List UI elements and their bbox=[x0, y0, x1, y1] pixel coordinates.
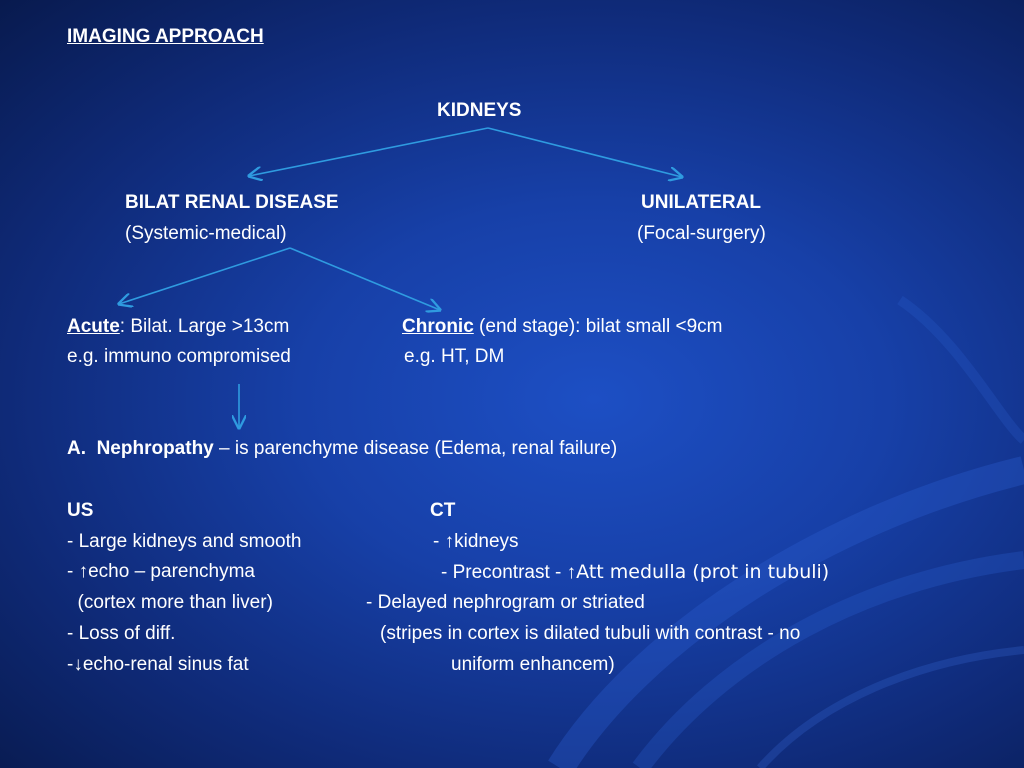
ct-line-1: - ↑kidneys bbox=[433, 531, 519, 552]
acute-line bbox=[67, 316, 289, 338]
us-line-3: (cortex more than liver) bbox=[67, 592, 273, 613]
ct-line-5: uniform enhancem) bbox=[451, 654, 615, 675]
chronic-line bbox=[402, 316, 722, 338]
us-line-5: -↓echo-renal sinus fat bbox=[67, 654, 249, 675]
bilat-title: BILAT RENAL DISEASE bbox=[125, 192, 339, 213]
chronic-text: (end stage): bilat small <9cm bbox=[473, 316, 723, 337]
nephropathy-label: Nephropathy bbox=[96, 438, 214, 459]
root-kidneys: KIDNEYS bbox=[437, 100, 522, 121]
ct-line-3: - Delayed nephrogram or striated bbox=[366, 592, 645, 613]
ct-line-2-rest: Att medulla (prot in tubuli) bbox=[576, 561, 830, 583]
arrow-to-acute bbox=[119, 248, 290, 304]
chronic-example: e.g. HT, DM bbox=[404, 346, 505, 367]
us-line-1: - Large kidneys and smooth bbox=[67, 531, 302, 552]
unilateral-title: UNILATERAL bbox=[641, 192, 761, 213]
acute-example: e.g. immuno compromised bbox=[67, 346, 291, 367]
us-line-2: - ↑echo – parenchyma bbox=[67, 561, 255, 582]
unilateral-subtitle: (Focal-surgery) bbox=[637, 223, 766, 244]
nephropathy-line bbox=[67, 438, 617, 460]
us-line-4: - Loss of diff. bbox=[67, 623, 176, 644]
acute-label: Acute bbox=[67, 316, 120, 337]
ct-line-4: (stripes in cortex is dilated tubuli with contrast - no bbox=[380, 623, 801, 644]
ct-line-2 bbox=[441, 561, 829, 584]
ct-heading: CT bbox=[430, 500, 456, 521]
acute-text: : Bilat. Large >13cm bbox=[119, 316, 290, 337]
arrow-to-unilateral bbox=[488, 128, 682, 177]
arrow-to-bilat bbox=[249, 128, 488, 176]
slide-title: IMAGING APPROACH bbox=[67, 26, 264, 47]
nephropathy-prefix: A. bbox=[67, 438, 97, 459]
nephropathy-text: – is parenchyme disease (Edema, renal failure) bbox=[213, 438, 618, 459]
us-heading: US bbox=[67, 500, 94, 521]
ct-line-2-prefix: - Precontrast - ↑ bbox=[441, 562, 577, 583]
arrow-to-chronic bbox=[290, 248, 440, 310]
bilat-subtitle: (Systemic-medical) bbox=[125, 223, 287, 244]
chronic-label: Chronic bbox=[402, 316, 474, 337]
